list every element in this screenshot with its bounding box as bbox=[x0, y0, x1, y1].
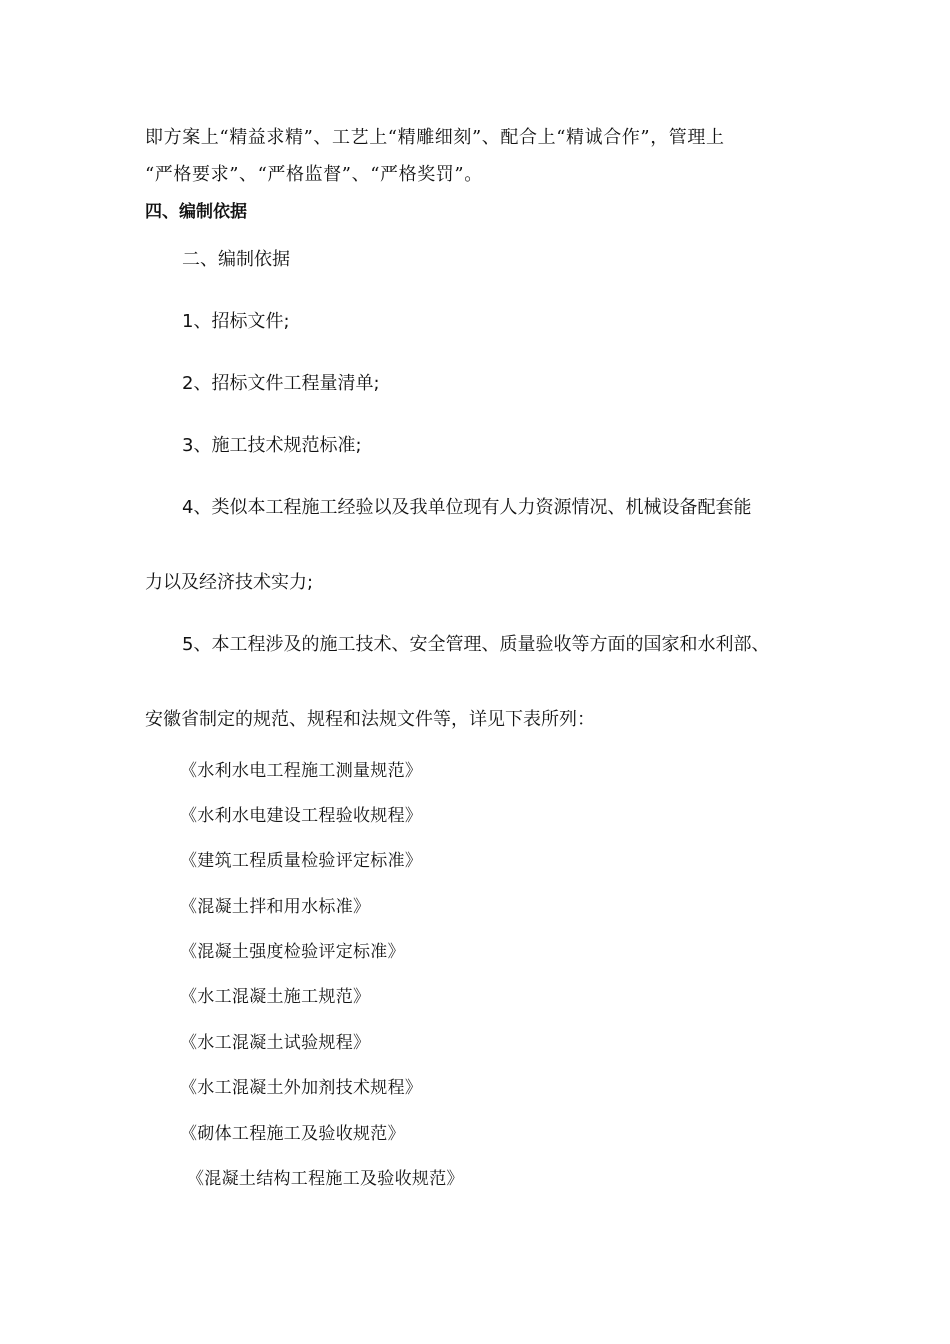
intro-line-2: “严格要求”、“严格监督”、“严格奖罚”。 bbox=[145, 164, 483, 185]
list-item-5-line-2: 安徽省制定的规范、规程和法规文件等，详见下表所列： bbox=[145, 709, 595, 730]
standard-item: 《砌体工程施工及验收规范》 bbox=[180, 1124, 405, 1144]
standard-item: 《混凝土拌和用水标准》 bbox=[180, 897, 371, 917]
standard-item: 《水工混凝土施工规范》 bbox=[180, 987, 371, 1007]
standard-item: 《水工混凝土外加剂技术规程》 bbox=[180, 1078, 423, 1098]
standard-item: 《水利水电工程施工测量规范》 bbox=[180, 761, 423, 781]
section-subheading: 二、编制依据 bbox=[182, 249, 290, 270]
list-item-3: 3、施工技术规范标准; bbox=[182, 435, 362, 456]
intro-line-1: 即方案上“精益求精”、工艺上“精雕细刻”、配合上“精诚合作”，管理上 bbox=[145, 127, 725, 148]
standard-item: 《混凝土强度检验评定标准》 bbox=[180, 942, 405, 962]
list-item-1: 1、招标文件; bbox=[182, 311, 290, 332]
list-item-4-line-2: 力以及经济技术实力; bbox=[145, 572, 314, 593]
list-item-5-line-1: 5、本工程涉及的施工技术、安全管理、质量验收等方面的国家和水利部、 bbox=[182, 634, 770, 655]
standard-item: 《水工混凝土试验规程》 bbox=[180, 1033, 371, 1053]
list-item-4-line-1: 4、类似本工程施工经验以及我单位现有人力资源情况、机械设备配套能 bbox=[182, 497, 752, 518]
standard-item: 《建筑工程质量检验评定标准》 bbox=[180, 851, 423, 871]
list-item-2: 2、招标文件工程量清单; bbox=[182, 373, 380, 394]
standard-item: 《水利水电建设工程验收规程》 bbox=[180, 806, 423, 826]
standard-item: 《混凝土结构工程施工及验收规范》 bbox=[187, 1169, 464, 1189]
section-heading: 四、编制依据 bbox=[145, 202, 247, 222]
